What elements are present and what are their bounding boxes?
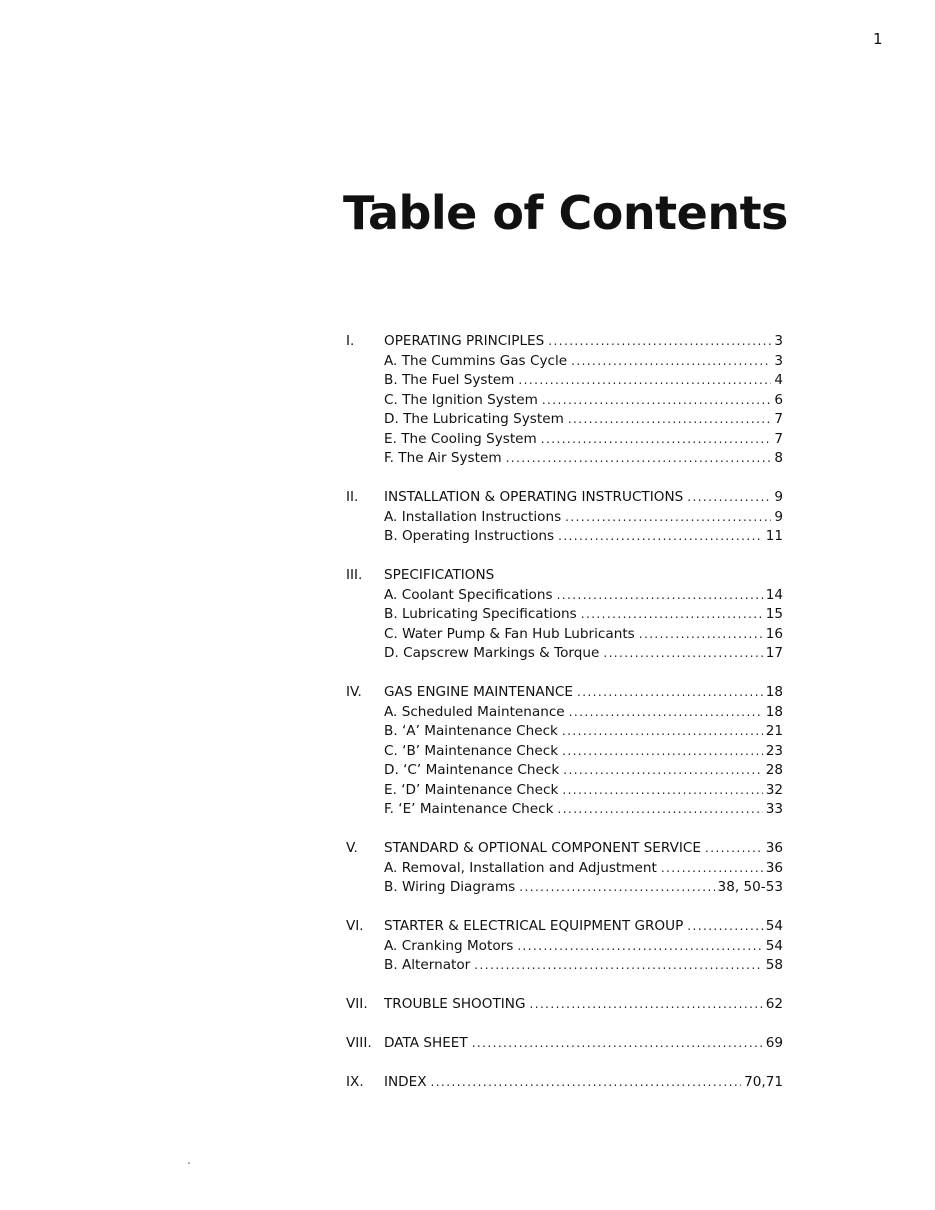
- section-numeral: V.: [346, 840, 358, 856]
- entry-title: C. The Ignition System: [384, 391, 538, 408]
- dot-leader: [581, 607, 763, 621]
- dot-leader: [558, 529, 763, 543]
- entry-title: B. Lubricating Specifications: [384, 606, 577, 622]
- dot-leader: [565, 510, 771, 524]
- entry-title: A. Coolant Specifications: [384, 586, 553, 603]
- entry-title: E. ‘D’ Maintenance Check: [384, 781, 559, 798]
- entry-page-number: 14: [765, 586, 783, 603]
- section-page-number: 3: [774, 333, 783, 349]
- entry-page-number: 16: [765, 625, 783, 642]
- toc-section: [346, 489, 783, 548]
- toc-entry: [346, 879, 783, 899]
- dot-leader: [563, 763, 762, 777]
- entry-title: A. Scheduled Maintenance: [384, 703, 565, 720]
- page-number: 1: [873, 30, 883, 48]
- entry-title: A. Installation Instructions: [384, 508, 562, 525]
- entry-page-number: 18: [765, 703, 783, 720]
- dot-leader: [562, 724, 763, 738]
- entry-page-number: 58: [765, 957, 783, 973]
- section-page-number: 36: [765, 840, 783, 856]
- entry-page-number: 7: [774, 430, 783, 447]
- section-page-number: 70,71: [744, 1074, 783, 1090]
- entry-title: B. ‘A’ Maintenance Check: [384, 723, 558, 739]
- toc-entry: [346, 372, 783, 392]
- entry-title: C. Water Pump & Fan Hub Lubricants: [384, 625, 635, 642]
- dot-leader: [506, 451, 772, 465]
- toc-section-heading: [346, 918, 783, 938]
- toc-entry: [346, 509, 783, 529]
- dot-leader: [519, 880, 714, 894]
- dot-leader: [577, 685, 763, 699]
- entry-title: B. The Fuel System: [384, 372, 515, 388]
- toc-section-heading: [346, 567, 783, 587]
- dot-leader: [542, 393, 772, 407]
- entry-title: B. Wiring Diagrams: [384, 879, 516, 895]
- dot-leader: [661, 861, 763, 875]
- section-title: STARTER & ELECTRICAL EQUIPMENT GROUP: [384, 918, 684, 934]
- dot-leader: [562, 783, 762, 797]
- dot-leader: [687, 490, 771, 504]
- section-title: INDEX: [384, 1074, 427, 1090]
- dot-leader: [558, 802, 763, 816]
- section-numeral: IX.: [346, 1074, 364, 1090]
- dot-leader: [518, 373, 771, 387]
- toc-entry: [346, 431, 783, 451]
- section-numeral: III.: [346, 567, 363, 583]
- dot-leader: [472, 1036, 763, 1050]
- toc-entry: [346, 450, 783, 470]
- entry-title: A. Removal, Installation and Adjustment: [384, 859, 657, 876]
- entry-title: E. The Cooling System: [384, 430, 537, 447]
- toc-section: [346, 918, 783, 977]
- entry-page-number: 54: [765, 937, 783, 954]
- dot-leader: [517, 939, 762, 953]
- toc-section: [346, 840, 783, 899]
- section-title: DATA SHEET: [384, 1035, 468, 1051]
- dot-leader: [569, 705, 763, 719]
- entry-page-number: 11: [765, 528, 783, 544]
- toc-entry: [346, 704, 783, 724]
- entry-page-number: 33: [765, 801, 783, 817]
- toc-entry: [346, 411, 783, 431]
- toc-entry: [346, 860, 783, 880]
- section-page-number: 62: [765, 996, 783, 1012]
- toc-section-heading: [346, 840, 783, 860]
- toc-section-heading: [346, 684, 783, 704]
- section-numeral: VI.: [346, 918, 364, 934]
- dot-leader: [568, 412, 772, 426]
- scan-speck: [188, 1162, 190, 1164]
- entry-page-number: 17: [765, 645, 783, 661]
- section-numeral: II.: [346, 489, 359, 505]
- entry-title: A. The Cummins Gas Cycle: [384, 352, 568, 369]
- toc-entry: [346, 938, 783, 958]
- entry-page-number: 21: [765, 723, 783, 739]
- toc-section-heading: [346, 489, 783, 509]
- toc-section-heading: [346, 996, 783, 1016]
- section-numeral: VIII.: [346, 1035, 372, 1051]
- dot-leader: [571, 354, 771, 368]
- toc-entry: [346, 626, 783, 646]
- table-of-contents: [346, 333, 783, 1113]
- toc-entry: [346, 645, 783, 665]
- toc-section-heading: [346, 333, 783, 353]
- entry-title: F. ‘E’ Maintenance Check: [384, 801, 554, 817]
- dot-leader: [705, 841, 763, 855]
- section-title: OPERATING PRINCIPLES: [384, 333, 545, 349]
- toc-entry: [346, 723, 783, 743]
- dot-leader: [541, 432, 772, 446]
- entry-page-number: 7: [774, 411, 783, 427]
- dot-leader: [639, 627, 763, 641]
- toc-entry: [346, 353, 783, 373]
- dot-leader: [687, 919, 762, 933]
- entry-page-number: 23: [765, 742, 783, 759]
- toc-entry: [346, 762, 783, 782]
- entry-title: D. Capscrew Markings & Torque: [384, 645, 600, 661]
- toc-entry: [346, 743, 783, 763]
- dot-leader: [557, 588, 763, 602]
- entry-page-number: 15: [765, 606, 783, 622]
- entry-title: D. ‘C’ Maintenance Check: [384, 762, 560, 778]
- toc-section: [346, 684, 783, 821]
- entry-title: F. The Air System: [384, 450, 502, 466]
- dot-leader: [474, 958, 762, 972]
- section-numeral: IV.: [346, 684, 362, 700]
- entry-page-number: 4: [774, 372, 783, 388]
- entry-page-number: 9: [774, 508, 783, 525]
- dot-leader: [562, 744, 763, 758]
- entry-title: B. Alternator: [384, 957, 471, 973]
- section-title: SPECIFICATIONS: [384, 567, 495, 583]
- entry-page-number: 6: [774, 391, 783, 408]
- section-title: STANDARD & OPTIONAL COMPONENT SERVICE: [384, 840, 701, 856]
- section-page-number: 18: [765, 684, 783, 700]
- toc-section: [346, 1074, 783, 1094]
- section-numeral: VII.: [346, 996, 368, 1012]
- toc-entry: [346, 957, 783, 977]
- dot-leader: [603, 646, 762, 660]
- toc-entry: [346, 528, 783, 548]
- toc-section: [346, 996, 783, 1016]
- entry-page-number: 32: [765, 781, 783, 798]
- toc-section: [346, 1035, 783, 1055]
- entry-page-number: 28: [765, 762, 783, 778]
- page-title: Table of Contents: [343, 186, 788, 240]
- entry-title: D. The Lubricating System: [384, 411, 564, 427]
- entry-page-number: 3: [774, 352, 783, 369]
- toc-section-heading: [346, 1074, 783, 1094]
- toc-section-heading: [346, 1035, 783, 1055]
- dot-leader: [548, 334, 771, 348]
- toc-entry: [346, 392, 783, 412]
- entry-title: B. Operating Instructions: [384, 528, 555, 544]
- section-page-number: 9: [774, 489, 783, 505]
- section-title: TROUBLE SHOOTING: [384, 996, 526, 1012]
- toc-entry: [346, 587, 783, 607]
- toc-section: [346, 567, 783, 665]
- entry-page-number: 38, 50-53: [717, 879, 783, 895]
- entry-page-number: 36: [765, 859, 783, 876]
- toc-entry: [346, 801, 783, 821]
- toc-section: [346, 333, 783, 470]
- dot-leader: [529, 997, 762, 1011]
- toc-entry: [346, 782, 783, 802]
- section-page-number: 54: [765, 918, 783, 934]
- section-page-number: 69: [765, 1035, 783, 1051]
- section-title: GAS ENGINE MAINTENANCE: [384, 684, 573, 700]
- entry-title: C. ‘B’ Maintenance Check: [384, 742, 559, 759]
- toc-entry: [346, 606, 783, 626]
- section-numeral: I.: [346, 333, 355, 349]
- entry-page-number: 8: [774, 450, 783, 466]
- dot-leader: [431, 1075, 742, 1089]
- entry-title: A. Cranking Motors: [384, 937, 514, 954]
- section-title: INSTALLATION & OPERATING INSTRUCTIONS: [384, 489, 684, 505]
